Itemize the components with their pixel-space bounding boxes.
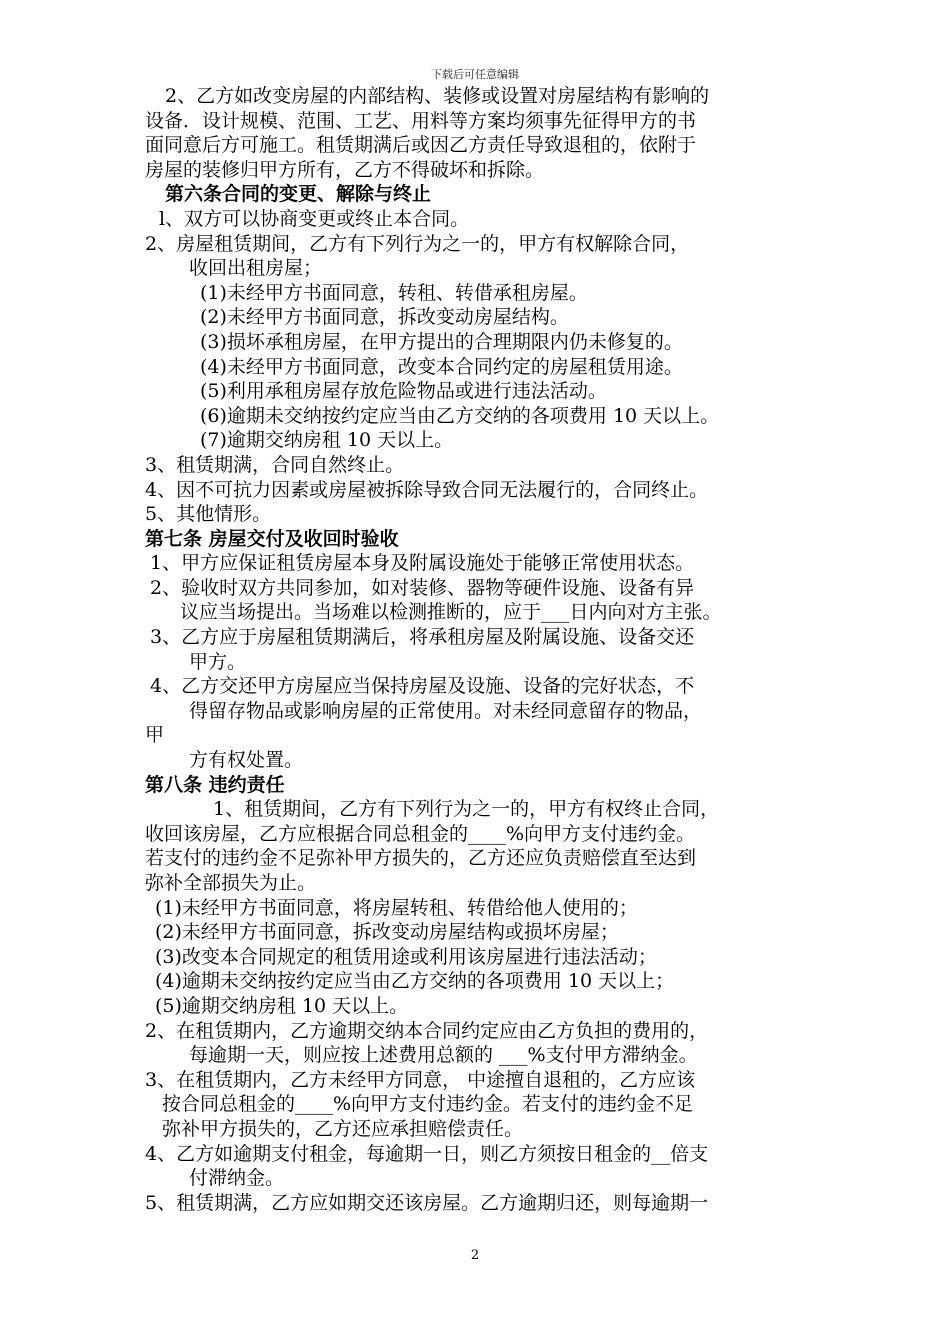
paragraph-line: 方有权处置。: [189, 749, 304, 772]
section-heading-7: 第七条 房屋交付及收回时验收: [145, 527, 399, 550]
list-item: (2)未经甲方书面同意，拆改变动房屋结构或损坏房屋；: [155, 921, 619, 944]
list-item: (5)逾期交纳房租 10 天以上。: [155, 994, 409, 1017]
paragraph-line: 4、乙方如逾期支付租金，每逾期一日，则乙方须按日租金的__倍支: [145, 1142, 709, 1165]
paragraph-line: 2、验收时双方共同参加，如对装修、器物等硬件设施、设备有异: [150, 576, 695, 599]
list-item: (3)损坏承租房屋，在甲方提出的合理期限内仍未修复的。: [200, 330, 683, 353]
list-item: (2)未经甲方书面同意，拆改变动房屋结构。: [200, 306, 569, 329]
paragraph-line: 4、因不可抗力因素或房屋被拆除导致合同无法履行的，合同终止。: [145, 478, 709, 501]
paragraph-line: 付滞纳金。: [189, 1167, 285, 1190]
paragraph-line: 设备．设计规模、范围、工艺、用料等方案均须事先征得甲方的书: [145, 109, 697, 132]
page-number: 2: [470, 1248, 480, 1263]
paragraph-line: 5、租赁期满，乙方应如期交还该房屋。乙方逾期归还，则每逾期一: [145, 1191, 709, 1214]
paragraph-line: 弥补甲方损失的，乙方还应承担赔偿责任。: [162, 1117, 524, 1140]
list-item: (4)逾期未交纳按约定应当由乙方交纳的各项费用 10 天以上；: [155, 970, 675, 993]
paragraph-line: 2、乙方如改变房屋的内部结构、装修或设置对房屋结构有影响的: [165, 85, 710, 107]
paragraph-line: 4、乙方交还甲方房屋应当保持房屋及设施、设备的完好状态，不: [150, 675, 695, 698]
paragraph-line: 房屋的装修归甲方所有，乙方不得破坏和拆除。: [145, 158, 545, 181]
list-item: (4)未经甲方书面同意，改变本合同约定的房屋租赁用途。: [200, 355, 683, 378]
header-note: 下载后可任意编辑: [431, 68, 519, 81]
paragraph-line: 面同意后方可施工。租赁期满后或因乙方责任导致退租的，依附于: [145, 134, 697, 157]
paragraph-line: 甲: [145, 724, 165, 747]
list-item: (3)改变本合同规定的租赁用途或利用该房屋进行违法活动；: [155, 945, 657, 968]
paragraph-line: 收回出租房屋；: [189, 257, 323, 280]
list-item: (6)逾期未交纳按约定应当由乙方交纳的各项费用 10 天以上。: [200, 404, 720, 427]
list-item: (5)利用承租房屋存放危险物品或进行违法活动。: [200, 380, 607, 403]
paragraph-line: 5、其他情形。: [145, 503, 272, 526]
paragraph-line: 1、租赁期间，乙方有下列行为之一的，甲方有权终止合同，: [213, 798, 720, 821]
paragraph-line: 按合同总租金的____%向甲方支付违约金。若支付的违约金不足: [162, 1093, 694, 1116]
section-heading-8: 第八条 违约责任: [145, 773, 285, 796]
paragraph-line: 得留存物品或影响房屋的正常使用。对未经同意留存的物品，: [189, 699, 703, 722]
paragraph-line: 甲方。: [189, 650, 247, 673]
paragraph-line: 议应当场提出。当场难以检测推断的，应于___日内向对方主张。: [180, 601, 722, 624]
paragraph-line: 1、甲方应保证租赁房屋本身及附属设施处于能够正常使用状态。: [150, 552, 695, 575]
list-item: (7)逾期交纳房租 10 天以上。: [200, 429, 454, 452]
paragraph-line: 2、房屋租赁期间，乙方有下列行为之一的，甲方有权解除合同，: [145, 232, 690, 255]
paragraph-line: l、双方可以协商变更或终止本合同。: [159, 207, 470, 230]
section-heading-6: 第六条合同的变更、解除与终止: [165, 183, 432, 206]
document-body: [145, 84, 825, 1215]
paragraph-line: 每逾期一天，则应按上述费用总额的 ___%支付甲方滞纳金。: [189, 1044, 698, 1067]
paragraph-line: 若支付的违约金不足弥补甲方损失的，乙方还应负责赔偿直至达到: [145, 847, 697, 870]
paragraph-line: 弥补全部损失为止。: [145, 872, 317, 894]
paragraph-line: 收回该房屋，乙方应根据合同总租金的____%向甲方支付违约金。: [145, 822, 696, 845]
list-item: (1)未经甲方书面同意，将房屋转租、转借给他人使用的；: [155, 896, 638, 919]
paragraph-line: 3、乙方应于房屋租赁期满后，将承租房屋及附属设施、设备交还: [150, 626, 695, 649]
paragraph-line: 3、租赁期满，合同自然终止。: [145, 453, 405, 476]
paragraph-line: 2、在租赁期内，乙方逾期交纳本合同约定应由乙方负担的费用的，: [145, 1019, 709, 1042]
paragraph-line: 3、在租赁期内，乙方未经甲方同意， 中途擅自退租的，乙方应该: [145, 1068, 696, 1091]
list-item: (1)未经甲方书面同意，转租、转借承租房屋。: [200, 281, 588, 304]
